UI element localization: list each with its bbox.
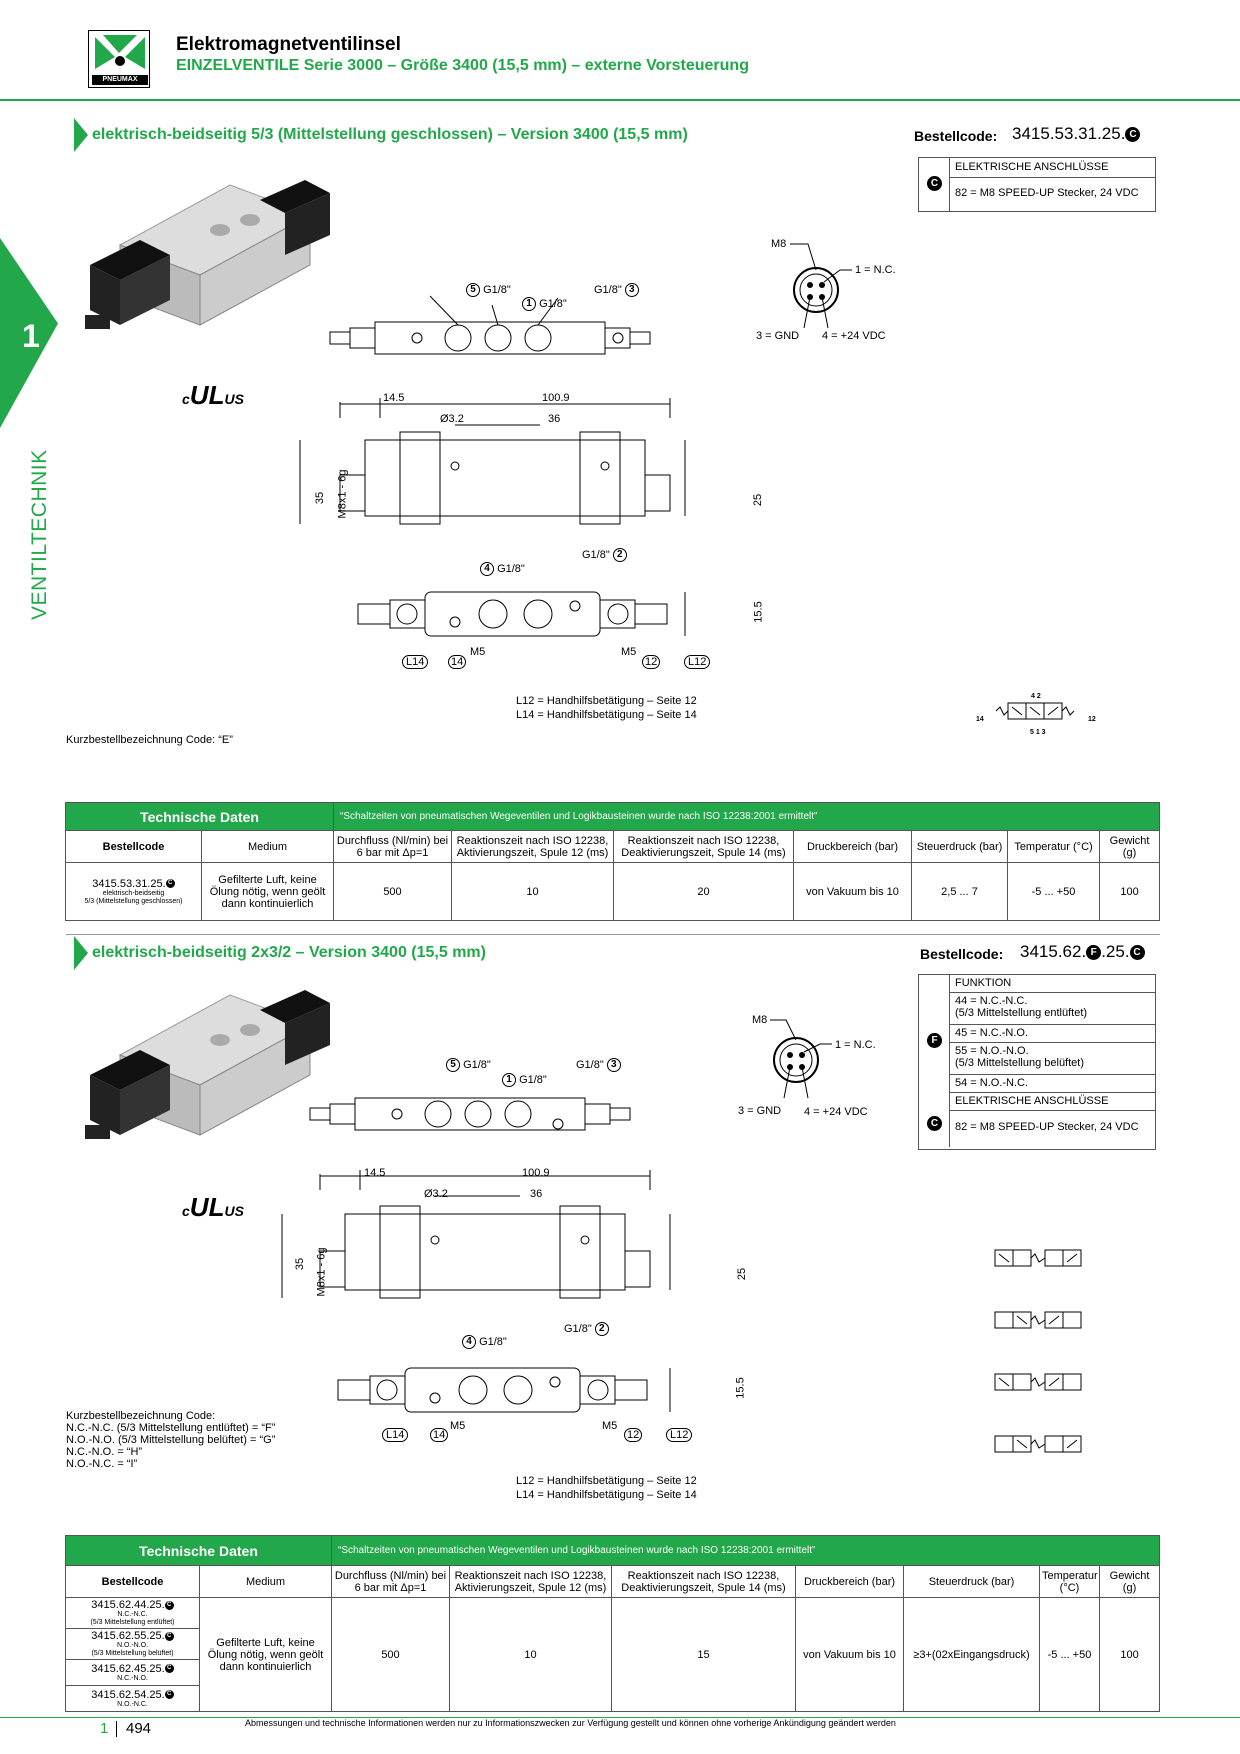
table2-code-cell: 3415.62.45.25. C N.C.-N.O. xyxy=(66,1660,200,1686)
port3-label: G1/8" 3 xyxy=(594,283,639,297)
table2-pressure: von Vakuum bis 10 xyxy=(796,1598,904,1712)
section2-order-label: Bestellcode: xyxy=(920,946,1004,962)
table1-header: Reaktionszeit nach ISO 12238, Aktivierungszeit, Spule 12 (ms) xyxy=(452,831,614,863)
dim-100-9: 100.9 xyxy=(542,392,570,404)
section2-arrow-icon xyxy=(74,936,88,970)
port14-label: 14 xyxy=(448,655,466,669)
table2-header: Reaktionszeit nach ISO 12238, Deaktivierungszeit, Spule 14 (ms) xyxy=(612,1566,796,1598)
logo xyxy=(88,30,150,88)
note-l12: L12 = Handhilfsbetätigung – Seite 12 xyxy=(516,695,697,707)
section2-short-code: Kurzbestellbezeichnung Code: N.C.-N.C. (5/3 Mittelstellung entlüftet) = “F” N.O.-N.O. (5/3 Mittelstellung belüftet) = “G” N.C.-N.O. = “H” N.O.-N.C. = “I” xyxy=(66,1410,276,1470)
option-item: 82 = M8 SPEED-UP Stecker, 24 VDC xyxy=(949,178,1155,211)
m8-label: M8 xyxy=(771,238,787,250)
dim-35: 35 xyxy=(314,491,327,505)
order-code-marker-c: C xyxy=(1125,127,1140,142)
table1-header: Bestellcode xyxy=(66,831,202,863)
chapter-number: 1 xyxy=(22,318,40,354)
page-number: 494 xyxy=(126,1720,152,1737)
port2-label: G1/8" 2 xyxy=(582,548,627,562)
table2-title: Technische Daten xyxy=(66,1536,332,1566)
l14-label: L14 xyxy=(382,1428,408,1442)
port12-label: 12 xyxy=(642,655,660,669)
section-divider xyxy=(66,934,1160,935)
dim-15-5: 15.5 xyxy=(734,1377,747,1399)
valve-dimension-drawing xyxy=(310,270,780,710)
dim-25: 25 xyxy=(736,1267,749,1281)
table1-temp: -5 ... +50 xyxy=(1008,863,1100,921)
table2-temp: -5 ... +50 xyxy=(1040,1598,1100,1712)
m5-right-label: M5 xyxy=(602,1420,618,1432)
table1-medium: Gefilterte Luft, keine Ölung nötig, wenn geölt dann kontinuierlich xyxy=(202,863,334,921)
section1-order-code: 3415.53.31.25. C xyxy=(1012,124,1140,144)
l14-label: L14 xyxy=(402,655,428,669)
m5-left-label: M5 xyxy=(450,1420,466,1432)
table2-header: Durchfluss (Nl/min) bei 6 bar mit Δp=1 xyxy=(332,1566,450,1598)
pin3-label: 3 = GND xyxy=(756,330,800,342)
table2-medium: Gefilterte Luft, keine Ölung nötig, wenn geölt dann kontinuierlich xyxy=(200,1598,332,1712)
ul-cert-icon: cULUS xyxy=(182,1192,244,1222)
section2-order-code: 3415.62. F .25. C xyxy=(1020,942,1145,962)
table1-header: Durchfluss (Nl/min) bei 6 bar mit Δp=1 xyxy=(334,831,452,863)
port5-label: 5 G1/8" xyxy=(446,1058,491,1072)
section2-title: elektrisch-beidseitig 2x3/2 – Version 3400 (15,5 mm) xyxy=(92,944,486,961)
footer-separator xyxy=(116,1721,117,1737)
port1-label: 1 G1/8" xyxy=(522,297,567,311)
footer-disclaimer: Abmessungen und technische Informationen werden nur zu Informationszwecken zur Verfügung gestellt und können ohne vorherige Ankündigung geändert werden xyxy=(245,1718,896,1728)
section1-title: elektrisch-beidseitig 5/3 (Mittelstellung geschlossen) – Version 3400 (15,5 mm) xyxy=(92,126,688,143)
note-l14: L14 = Handhilfsbetätigung – Seite 14 xyxy=(516,1489,697,1501)
table1-header: Gewicht (g) xyxy=(1100,831,1160,863)
table2-code-cell: 3415.62.44.25. C N.C.-N.C. (5/3 Mittelstellung entlüftet) xyxy=(66,1598,200,1629)
dim-36: 36 xyxy=(548,413,561,425)
table1-header: Druckbereich (bar) xyxy=(794,831,912,863)
section2-options-box: F C FUNKTION 44 = N.C.-N.C. (5/3 Mittelstellung entlüftet) 45 = N.C.-N.O. 55 = N.O.-N.O. (5/3 Mittelstellung belüftet) 54 = N.O.-N.C. ELEKTRISCHE ANSCHLÜSSE 82 = M8 SPEED-UP Stecker, 24 VDC xyxy=(918,974,1156,1150)
table1-react14: 20 xyxy=(614,863,794,921)
table2-header: Bestellcode xyxy=(66,1566,200,1598)
table1-weight: 100 xyxy=(1100,863,1160,921)
table1-react12: 10 xyxy=(452,863,614,921)
table1-pressure: von Vakuum bis 10 xyxy=(794,863,912,921)
section1-short-code: Kurzbestellbezeichnung Code: “E” xyxy=(66,734,233,746)
table1-note: “Schaltzeiten von pneumatischen Wegeventilen und Logikbausteinen wurde nach ISO 12238:2001 ermittelt” xyxy=(334,803,1160,831)
m5-left-label: M5 xyxy=(470,646,486,658)
m5-right-label: M5 xyxy=(621,646,637,658)
table2-control: ≥3+(02xEingangsdruck) xyxy=(904,1598,1040,1712)
dim-15-5: 15.5 xyxy=(752,601,765,623)
note-l12: L12 = Handhilfsbetätigung – Seite 12 xyxy=(516,1475,697,1487)
footer-chapter: 1 xyxy=(100,1720,109,1737)
pin1-label: 1 = N.C. xyxy=(855,264,896,276)
port14-label: 14 xyxy=(430,1428,448,1442)
section1-tech-table xyxy=(65,802,1160,921)
table1-control: 2,5 ... 7 xyxy=(912,863,1008,921)
dim-14-5: 14.5 xyxy=(383,392,405,404)
option-marker-c: C xyxy=(927,176,942,191)
table1-title: Technische Daten xyxy=(66,803,334,831)
table2-weight: 100 xyxy=(1100,1598,1160,1712)
option-header: ELEKTRISCHE ANSCHLÜSSE xyxy=(949,158,1155,178)
l12-label: L12 xyxy=(684,655,710,669)
table2-header: Gewicht (g) xyxy=(1100,1566,1160,1598)
m8-label: M8 xyxy=(752,1014,768,1026)
pin3-label: 3 = GND xyxy=(738,1105,782,1117)
table2-header: Temperatur (°C) xyxy=(1040,1566,1100,1598)
table1-header: Reaktionszeit nach ISO 12238, Deaktivierungszeit, Spule 14 (ms) xyxy=(614,831,794,863)
code-marker-c: C xyxy=(166,879,175,888)
dim-m8x1: M8x1 - 6g xyxy=(336,469,349,519)
note-l14: L14 = Handhilfsbetätigung – Seite 14 xyxy=(516,709,697,721)
section1-arrow-icon xyxy=(74,118,88,152)
dim-36: 36 xyxy=(530,1188,543,1200)
pin4-label: 4 = +24 VDC xyxy=(822,330,886,342)
pneumatic-symbol-2x3-2 xyxy=(975,1240,1105,1480)
section1-order-label: Bestellcode: xyxy=(914,128,998,144)
page-title: Elektromagnetventilinsel xyxy=(176,34,401,55)
port3-label: G1/8" 3 xyxy=(576,1058,621,1072)
valve-dimension-drawing xyxy=(290,1046,760,1486)
table2-header: Steuerdruck (bar) xyxy=(904,1566,1040,1598)
chapter-label: VENTILTECHNIK xyxy=(28,449,51,620)
symbol1-port12: 12 xyxy=(1088,716,1096,723)
port5-label: 5 G1/8" xyxy=(466,283,511,297)
port1-label: 1 G1/8" xyxy=(502,1073,547,1087)
table2-flow: 500 xyxy=(332,1598,450,1712)
table1-header: Temperatur (°C) xyxy=(1008,831,1100,863)
dim-25: 25 xyxy=(752,493,765,507)
port4-label: 4 G1/8" xyxy=(462,1335,507,1349)
dim-hole: Ø3.2 xyxy=(424,1188,448,1200)
section1-options-box xyxy=(918,157,1156,212)
ul-cert-icon: cULUS xyxy=(182,380,244,410)
table1-code-cell: 3415.53.31.25. C elektrisch-beidseitig 5/3 (Mittelstellung geschlossen) xyxy=(66,863,202,921)
table2-react12: 10 xyxy=(450,1598,612,1712)
port4-label: 4 G1/8" xyxy=(480,562,525,576)
valve-product-image xyxy=(80,175,330,375)
port2-label: G1/8" 2 xyxy=(564,1322,609,1336)
table2-header: Reaktionszeit nach ISO 12238, Aktivierungszeit, Spule 12 (ms) xyxy=(450,1566,612,1598)
symbol1-port14: 14 xyxy=(976,716,984,723)
pin1-label: 1 = N.C. xyxy=(835,1039,876,1051)
table2-note: “Schaltzeiten von pneumatischen Wegeventilen und Logikbausteinen wurde nach ISO 12238:2001 ermittelt” xyxy=(332,1536,1160,1566)
pneumatic-symbol-5-3 xyxy=(990,695,1080,729)
table2-header: Druckbereich (bar) xyxy=(796,1566,904,1598)
dim-100-9: 100.9 xyxy=(522,1167,550,1179)
dim-14-5: 14.5 xyxy=(364,1167,386,1179)
table1-header: Steuerdruck (bar) xyxy=(912,831,1008,863)
table2-code-cell: 3415.62.55.25. C N.O.-N.O. (5/3 Mittelstellung belüftet) xyxy=(66,1629,200,1660)
pin4-label: 4 = +24 VDC xyxy=(804,1106,868,1118)
dim-hole: Ø3.2 xyxy=(440,413,464,425)
dim-m8x1: M8x1 - 6g xyxy=(315,1247,328,1297)
table2-react14: 15 xyxy=(612,1598,796,1712)
dim-35: 35 xyxy=(294,1257,307,1271)
header-divider xyxy=(0,99,1240,101)
l12-label: L12 xyxy=(666,1428,692,1442)
symbol1-port513: 5 1 3 xyxy=(1030,729,1046,736)
port12-label: 12 xyxy=(624,1428,642,1442)
section2-tech-table xyxy=(65,1535,1160,1712)
symbol-nc-nc xyxy=(995,1250,1081,1266)
table1-flow: 500 xyxy=(334,863,452,921)
symbol1-port42: 4 2 xyxy=(1031,693,1041,700)
page-subtitle: EINZELVENTILE Serie 3000 – Größe 3400 (15,5 mm) – externe Vorsteuerung xyxy=(176,57,749,74)
table2-header: Medium xyxy=(200,1566,332,1598)
logo-text: PNEUMAX xyxy=(102,76,138,83)
table1-header: Medium xyxy=(202,831,334,863)
table2-code-cell: 3415.62.54.25. C N.O.-N.C. xyxy=(66,1686,200,1712)
